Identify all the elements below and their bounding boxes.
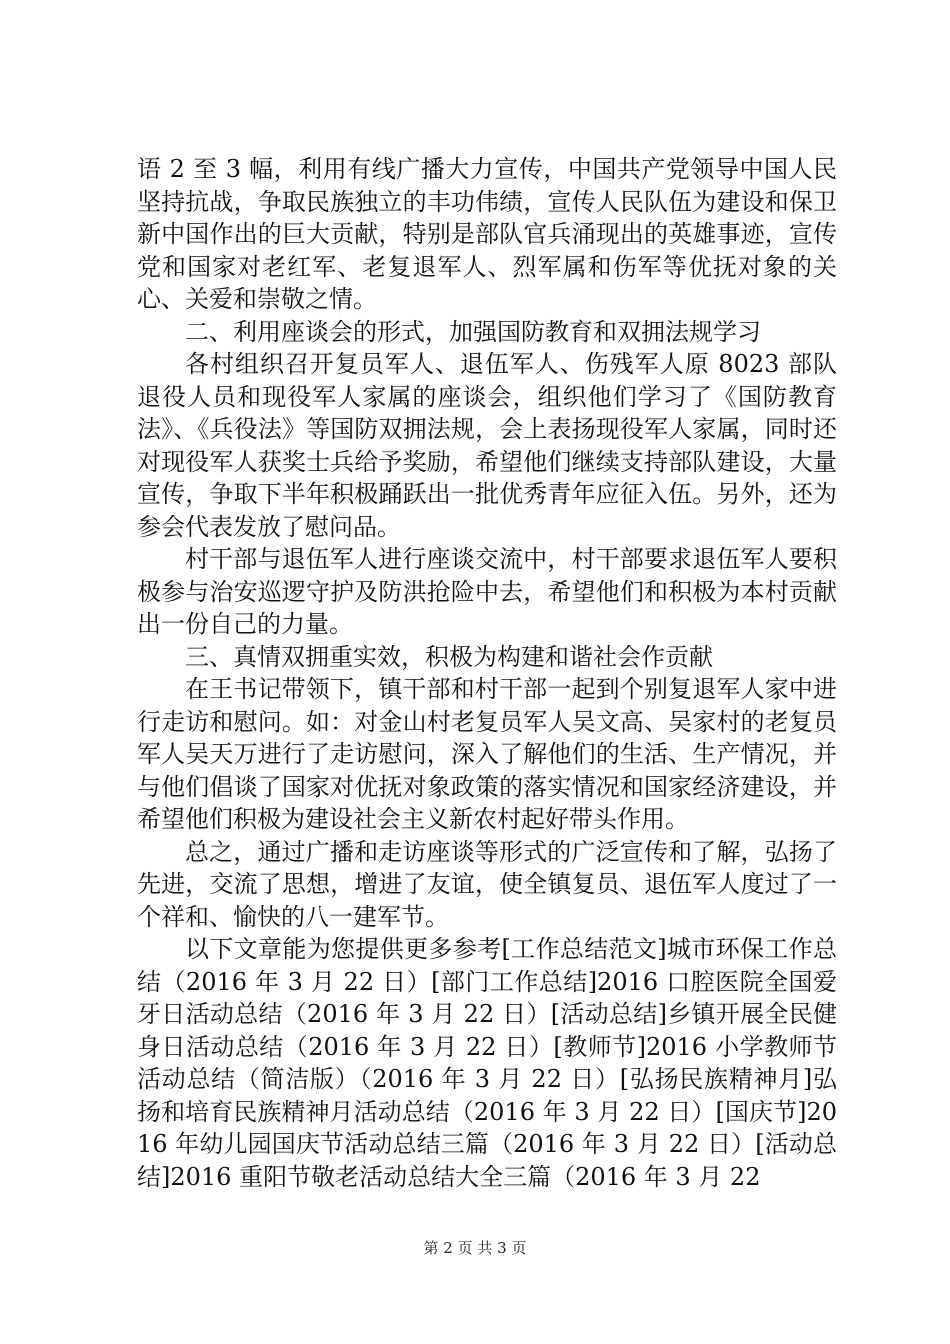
page-number: 第 2 页 共 3 页 [423,1239,527,1257]
paragraph-summary: 总之，通过广播和走访座谈等形式的广泛宣传和了解，弘扬了先进，交流了思想，增进了友谊，使全镇复员、退伍军人度过了一个祥和、愉快的八一建军节。 [137,837,837,931]
paragraph-visits: 在王书记带领下，镇干部和村干部一起到个别复退军人家中进行走访和慰问。如：对金山村老复员军人吴文高、吴家村的老复员军人吴天万进行了走访慰问，深入了解他们的生活、生产情况，并与他们倡谈了国家对优抚对象政策的落实情况和国家经济建设，并希望他们积极为建设社会主义新农村起好带头作用。 [137,675,837,833]
paragraph-forum: 各村组织召开复员军人、退伍军人、伤残军人原 8023 部队退役人员和现役军人家属的座谈会，组织他们学习了《国防教育法》、《兵役法》等国防双拥法规，会上表扬现役军人家属，同时还对现役军人获奖士兵给予奖励，希望他们继续支持部队建设，大量宣传，争取下半年积极踊跃出一批优秀青年应征入伍。另外，还为参会代表发放了慰问品。 [137,350,837,541]
paragraph-related-links: 以下文章能为您提供更多参考[工作总结范文]城市环保工作总结（2016 年 3 月 22 日）[部门工作总结]2016 口腔医院全国爱牙日活动总结（2016 年 3 月 22 日）[活动总结]乡镇开展全民健身日活动总结（2016 年 3 月 22 日）[教师节]2016 小学教师节活动总结（简洁版）（2016 年 3 月 22 日）[弘扬民族精神月]弘扬和培育民族精神月活动总结（2016 年 3 月 22 日）[国庆节]2016 年幼儿园国庆节活动总结三篇（2016 年 3 月 22 日）[活动总结]2016 重阳节敬老活动总结大全三篇（2016 年 3 月 22 [137,935,837,1191]
paragraph-village-cadres: 村干部与退伍军人进行座谈交流中，村干部要求退伍军人要积极参与治安巡逻守护及防洪抢险中去，希望他们和积极为本村贡献出一份自己的力量。 [137,545,837,638]
section-heading-3: 三、真情双拥重实效，积极为构建和谐社会作贡献 [185,642,713,671]
document-body [137,153,837,1193]
section-heading-2: 二、利用座谈会的形式，加强国防教育和双拥法规学习 [185,317,761,346]
paragraph-continuation: 语 2 至 3 幅，利用有线广播大力宣传，中国共产党领导中国人民坚持抗战，争取民族独立的丰功伟绩，宣传人民队伍为建设和保卫新中国作出的巨大贡献，特别是部队官兵涌现出的英雄事迹，宣传党和国家对老红军、老复退军人、烈军属和伤军等优抚对象的关心、关爱和崇敬之情。 [137,155,837,313]
